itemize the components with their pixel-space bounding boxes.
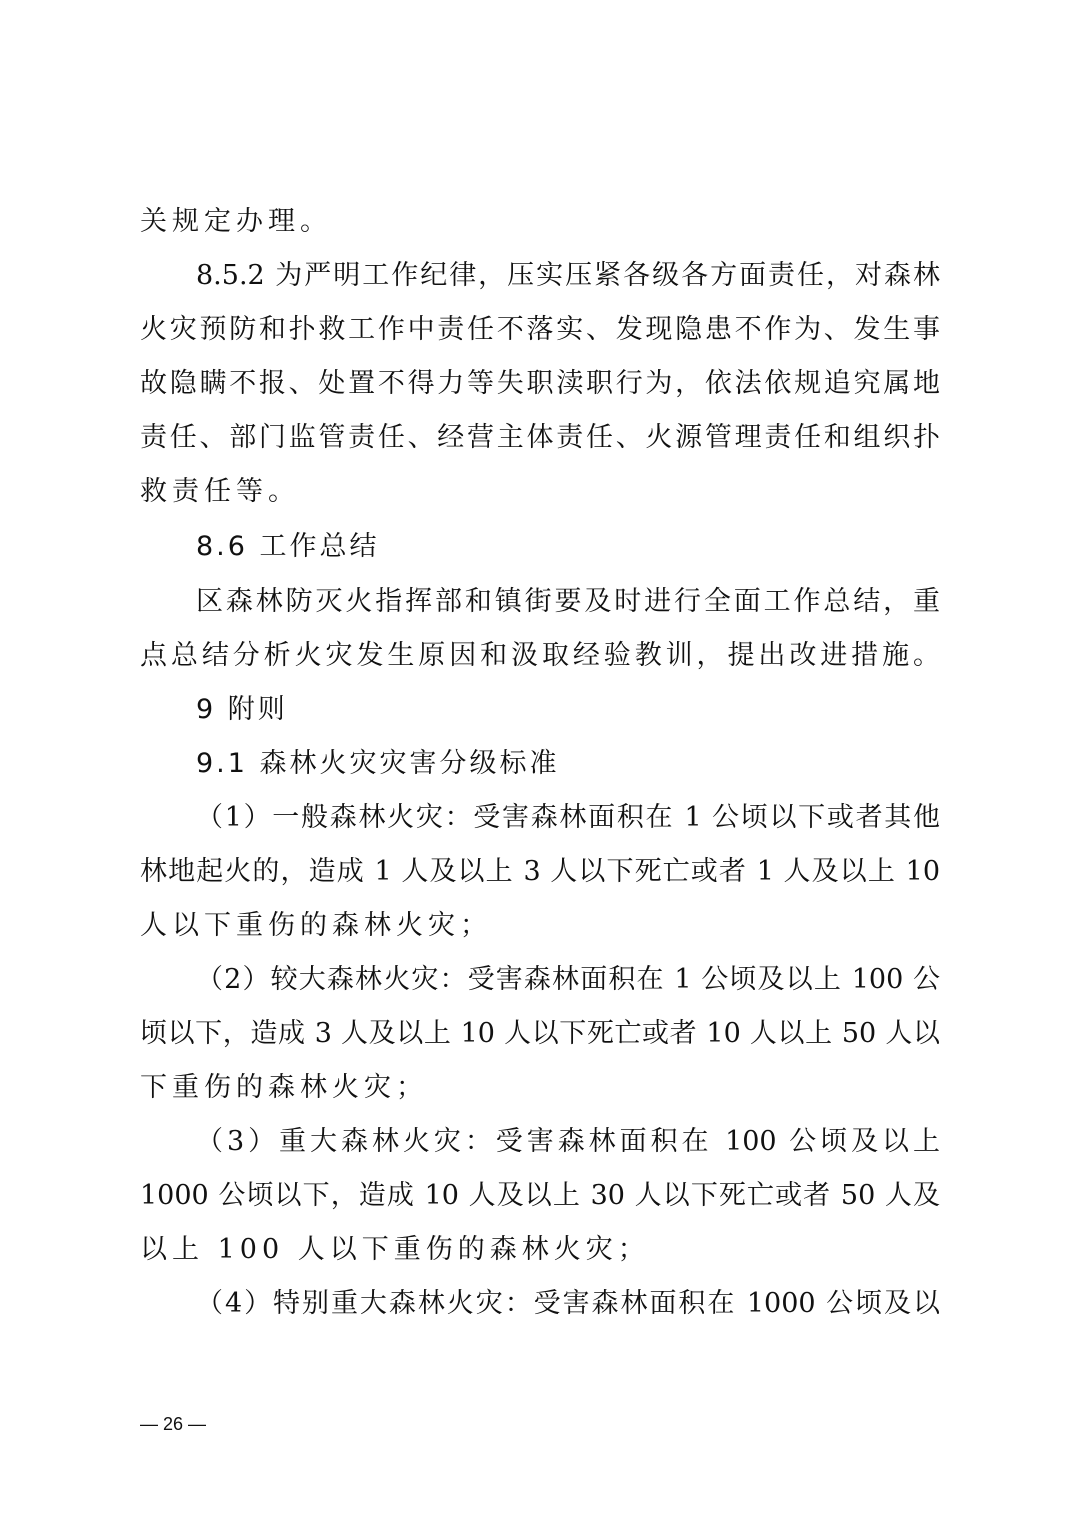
text-line: 关规定办理。 (140, 206, 332, 237)
text-line: 以上 100 人以下重伤的森林火灾； (140, 1234, 650, 1265)
page-number: — 26 — (140, 1414, 207, 1434)
text-line: 顷以下，造成 3 人及以上 10 人以下死亡或者 10 人以上 50 人以 (140, 1018, 940, 1049)
text-line: （2）较大森林火灾：受害森林面积在 1 公顷及以上 100 公 (196, 964, 940, 995)
section-heading: 9.1 森林火灾灾害分级标准 (196, 748, 560, 779)
text-line: 人以下重伤的森林火灾； (140, 910, 492, 941)
text-line: 火灾预防和扑救工作中责任不落实、发现隐患不作为、发生事 (140, 314, 940, 345)
text-line: 林地起火的，造成 1 人及以上 3 人以下死亡或者 1 人及以上 10 (140, 856, 940, 887)
text-line: 救责任等。 (140, 476, 300, 507)
text-line: （1）一般森林火灾：受害森林面积在 1 公顷以下或者其他 (196, 802, 940, 833)
text-line: 下重伤的森林火灾； (140, 1072, 428, 1103)
text-line: 故隐瞒不报、处置不得力等失职渎职行为，依法依规追究属地 (140, 368, 940, 399)
text-line: 8.5.2 为严明工作纪律，压实压紧各级各方面责任，对森林 (196, 260, 940, 291)
text-line: 区森林防灭火指挥部和镇街要及时进行全面工作总结，重 (196, 586, 940, 617)
section-heading: 8.6 工作总结 (196, 531, 380, 562)
text-line: 点总结分析火灾发生原因和汲取经验教训，提出改进措施。 (140, 640, 940, 671)
text-line: （3）重大森林火灾：受害森林面积在 100 公顷及以上 (196, 1126, 940, 1157)
text-line: （4）特别重大森林火灾：受害森林面积在 1000 公顷及以 (196, 1288, 940, 1319)
text-line: 1000 公顷以下，造成 10 人及以上 30 人以下死亡或者 50 人及 (140, 1180, 940, 1211)
text-line: 责任、部门监管责任、经营主体责任、火源管理责任和组织扑 (140, 422, 940, 453)
section-heading: 9 附则 (196, 694, 288, 725)
